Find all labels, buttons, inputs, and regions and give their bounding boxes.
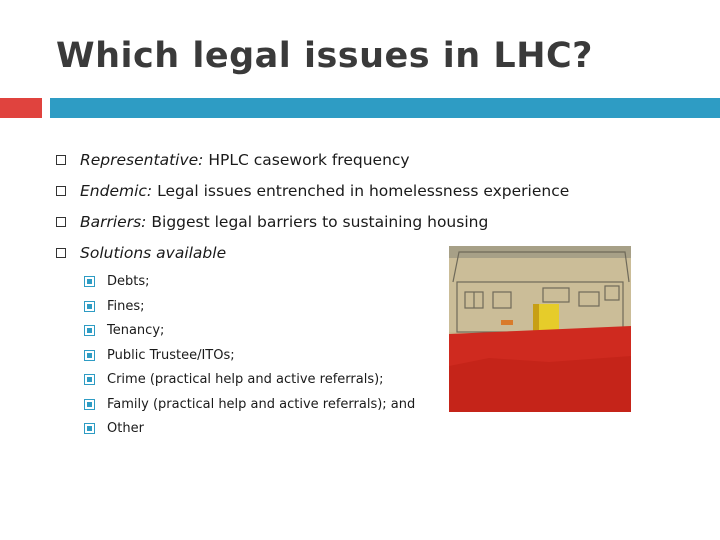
sub-bullet-text: Tenancy; [107,322,165,338]
bullet-lead: Endemic: [80,182,153,200]
sub-bullet-other [84,418,144,438]
sub-bullet-fines [84,296,145,316]
sub-bullet-crime [84,369,384,389]
square-bullet-icon [84,325,95,336]
bullet-lead: Solutions available [80,244,227,262]
sub-bullet-text: Other [107,420,144,436]
bullet-text: Biggest legal barriers to sustaining housing [151,213,489,231]
title-accent-blue-bar [50,98,720,118]
square-outline-bullet-icon [56,217,66,227]
bullet-lead: Representative: [80,151,204,169]
qpilch-poster-image [449,246,631,412]
sub-bullet-public-trustee [84,345,235,365]
sub-bullet-text: Debts; [107,273,150,289]
square-bullet-icon [84,423,95,434]
square-bullet-icon [84,276,95,287]
bullet-representative [56,148,410,172]
square-bullet-icon [84,301,95,312]
square-bullet-icon [84,399,95,410]
square-outline-bullet-icon [56,186,66,196]
bullet-text: Legal issues entrenched in homelessness experience [157,182,570,200]
sub-bullet-text: Crime (practical help and active referrals); [107,371,384,387]
title-accent-red-bar [0,98,42,118]
bullet-solutions [56,241,231,265]
bullet-barriers [56,210,488,234]
sub-bullet-debts [84,271,150,291]
bullet-endemic [56,179,569,203]
sub-bullet-tenancy [84,320,164,340]
square-bullet-icon [84,350,95,361]
sub-bullet-text: Fines; [107,298,145,314]
square-outline-bullet-icon [56,248,66,258]
bullet-lead: Barriers: [80,213,147,231]
sub-bullet-text: Public Trustee/ITOs; [107,347,235,363]
bullet-text: HPLC casework frequency [208,151,410,169]
sub-bullet-text: Family (practical help and active referrals); and [107,396,416,412]
square-bullet-icon [84,374,95,385]
slide-title: Which legal issues in LHC? [56,36,593,76]
sub-bullet-family [84,394,415,414]
square-outline-bullet-icon [56,155,66,165]
